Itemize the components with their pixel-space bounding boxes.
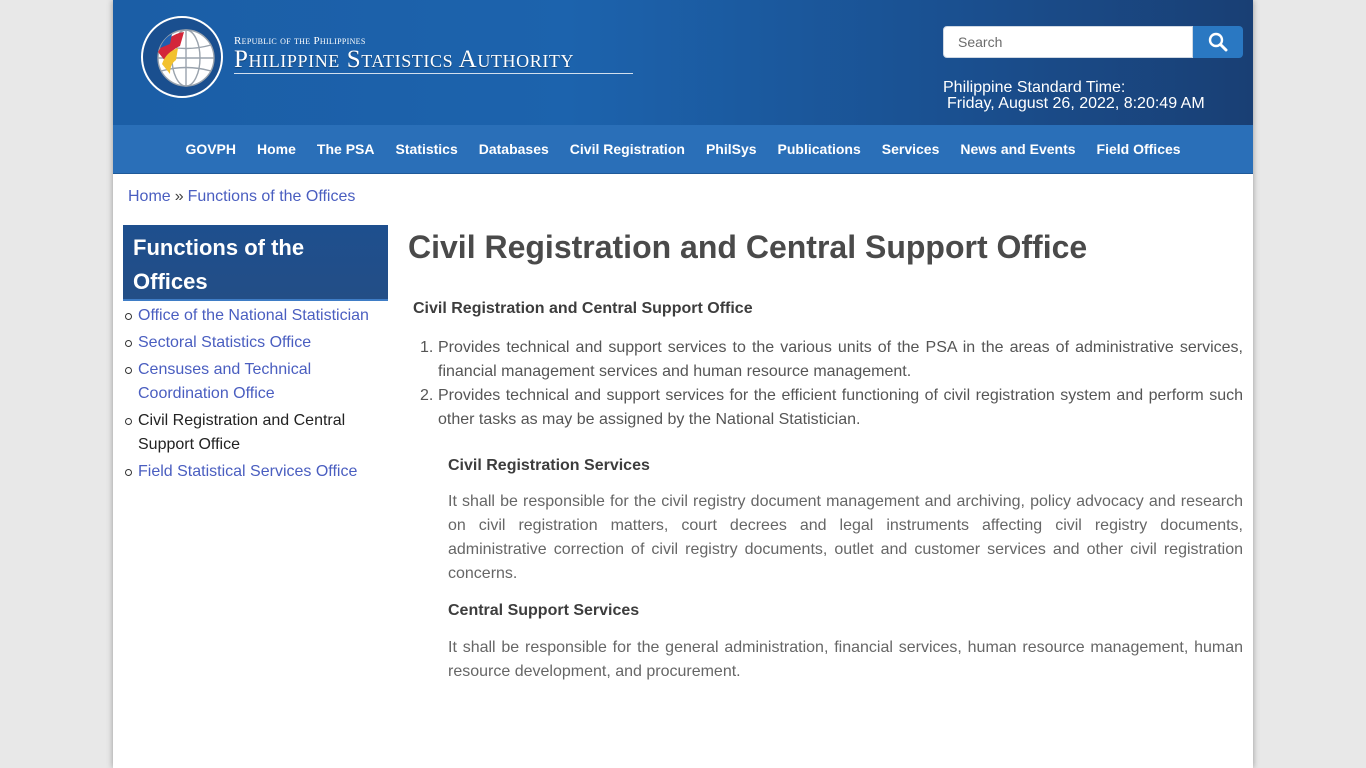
- nav-home[interactable]: Home: [257, 141, 296, 157]
- civil-registration-services-text: It shall be responsible for the civil registry document management and archiving, policy advocacy and research on civil registration matters, court decrees and legal instruments affecting civil registry documents, administrative correction of civil registry documents, outlet and customer services and other civil registration concerns.: [448, 493, 1243, 582]
- search-form: [943, 26, 1243, 58]
- sidebar-item: [123, 331, 388, 355]
- pst-label: Philippine Standard Time:: [943, 79, 1126, 96]
- sidebar-header: [123, 225, 388, 301]
- search-icon: [1208, 32, 1228, 52]
- sidebar-current-crcso: Civil Registration and Central Support Office: [138, 412, 346, 453]
- list-number: 1.: [420, 339, 434, 356]
- list-text: Provides technical and support services to the various units of the PSA in the areas of administrative services, financial management services and human resource management.: [438, 339, 1243, 380]
- list-text: Provides technical and support services for the efficient functioning of civil registration system and perform such other tasks as may be assigned by the National Statistician.: [438, 387, 1243, 428]
- list-item: [413, 384, 1243, 432]
- main-nav: [113, 125, 1253, 174]
- civil-registration-services-heading: Civil Registration Services: [448, 457, 650, 474]
- page-title: Civil Registration and Central Support Office: [408, 229, 1088, 265]
- list-number: 2.: [420, 387, 434, 404]
- sidebar-link-ons[interactable]: Office of the National Statistician: [138, 307, 369, 324]
- republic-label: Republic of the Philippines: [234, 35, 366, 47]
- nav-services[interactable]: Services: [881, 141, 940, 157]
- nav-civil-registration[interactable]: Civil Registration: [569, 141, 685, 157]
- breadcrumb-separator: »: [174, 188, 184, 205]
- breadcrumb-home[interactable]: Home: [128, 188, 171, 205]
- agency-name[interactable]: Philippine Statistics Authority: [234, 46, 575, 73]
- sidebar-item: [123, 304, 388, 328]
- central-support-services-heading: Central Support Services: [448, 602, 640, 619]
- nav-govph[interactable]: GOVPH: [185, 141, 237, 157]
- sidebar-menu: [123, 304, 388, 487]
- sidebar-link-fsso[interactable]: Field Statistical Services Office: [138, 463, 358, 480]
- breadcrumb-current[interactable]: Functions of the Offices: [187, 188, 356, 205]
- brand-divider: [234, 73, 633, 74]
- search-button[interactable]: [1193, 26, 1243, 58]
- nav-databases[interactable]: Databases: [478, 141, 549, 157]
- nav-statistics[interactable]: Statistics: [395, 141, 458, 157]
- nav-field-offices[interactable]: Field Offices: [1096, 141, 1181, 157]
- nav-news-and-events[interactable]: News and Events: [960, 141, 1076, 157]
- search-input[interactable]: [943, 26, 1193, 58]
- page: [113, 0, 1253, 768]
- sidebar-link-ctco[interactable]: Censuses and Technical Coordination Office: [138, 361, 312, 402]
- sidebar-item: [123, 460, 388, 484]
- breadcrumb: [128, 188, 355, 206]
- nav-philsys[interactable]: PhilSys: [705, 141, 757, 157]
- pst-time: Friday, August 26, 2022, 8:20:49 AM: [947, 95, 1205, 112]
- section-heading: Civil Registration and Central Support Office: [413, 300, 753, 317]
- nav-the-psa[interactable]: The PSA: [316, 141, 375, 157]
- sidebar-item: [123, 409, 388, 457]
- central-support-services-text: It shall be responsible for the general administration, financial services, human resource management, human resource development, and procurement.: [448, 639, 1243, 680]
- list-item: [413, 336, 1243, 384]
- sidebar-link-sso[interactable]: Sectoral Statistics Office: [138, 334, 312, 351]
- nav-publications[interactable]: Publications: [777, 141, 861, 157]
- site-header: [113, 0, 1253, 125]
- functions-list: [413, 336, 1243, 432]
- sidebar-title: Functions of the Offices: [133, 235, 305, 294]
- sidebar-item: [123, 358, 388, 406]
- psa-logo[interactable]: [140, 12, 224, 102]
